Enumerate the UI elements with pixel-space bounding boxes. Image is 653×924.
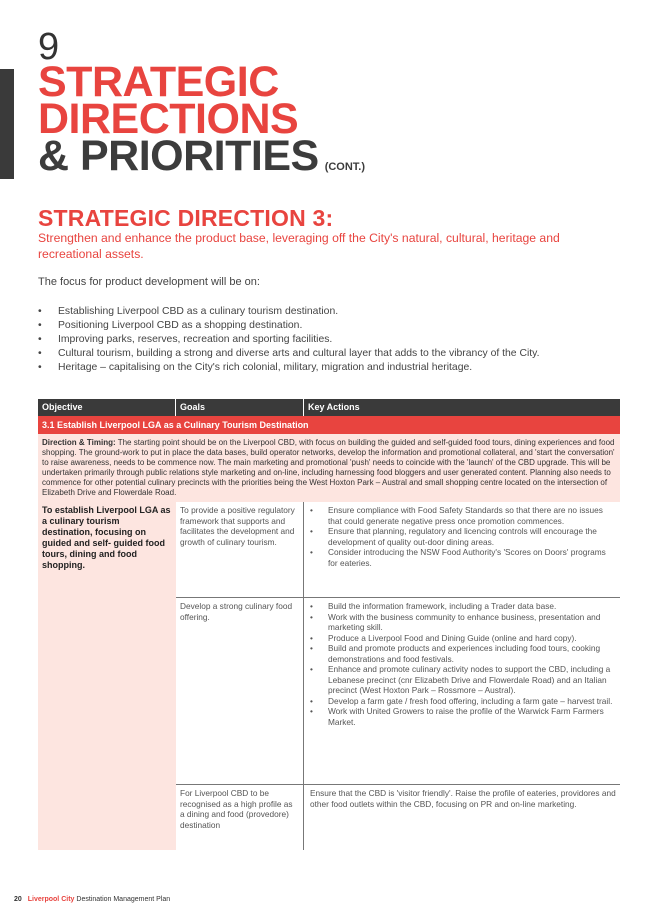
action-text: Work with United Growers to raise the profile of the Warwick Farm Farmers Market. bbox=[328, 706, 604, 727]
list-item-text: Improving parks, reserves, recreation and sporting facilities. bbox=[58, 334, 333, 345]
goals-actions bbox=[176, 502, 620, 850]
actions-cell bbox=[304, 785, 620, 850]
title-line-3: & PRIORITIES bbox=[38, 132, 319, 180]
bullet-icon: • bbox=[310, 547, 313, 557]
bullet-icon: • bbox=[310, 601, 313, 611]
bullet-icon: • bbox=[310, 664, 313, 674]
list-item-text: Cultural tourism, building a strong and diverse arts and cultural layer that adds to the vibrancy of the City. bbox=[58, 348, 540, 359]
list-item bbox=[38, 319, 618, 333]
title-cont: (CONT.) bbox=[324, 161, 366, 173]
chapter-side-bar bbox=[0, 69, 14, 179]
header-key-actions: Key Actions bbox=[308, 402, 360, 412]
action-text: Enhance and promote culinary activity nodes to support the CBD, including a Lebanese precinct (cnr Elizabeth Drive and Flowerdale Road) and an Italian precinct (West Hoxton Park – Rossmore – Austral). bbox=[328, 664, 611, 695]
chapter-number: 9 bbox=[38, 26, 60, 68]
bullet-icon: • bbox=[38, 334, 42, 345]
intro-text: The focus for product development will be on: bbox=[38, 276, 260, 288]
bullet-icon: • bbox=[310, 643, 313, 653]
list-item bbox=[38, 361, 618, 375]
bullet-icon: • bbox=[38, 320, 42, 331]
header-goals: Goals bbox=[176, 399, 304, 416]
action-item bbox=[310, 664, 616, 696]
timing-text: The starting point should be on the Liverpool CBD, with focus on building the guided and self-guided food tours, dining experiences and food shopping. The ground-work to put in place the data bases, build operator networks, develop the information and promotional collateral, and 'start the conversation' to raise awareness, needs to be commence now. The main marketing and promotional 'push' needs to coincide with the 'launch' of the CBD upgrade. This will be undertaken primarily through public relations style marketing and on-line, including harnessing food bloggers and user generated content. Planning also needs to commence for other potential culinary precincts with the priorities being the West Hoxton Park – Austral and small shopping centre located on the intersection of Elizabeth Drive and Flowerdale Road. bbox=[42, 438, 615, 497]
action-text: Develop a farm gate / fresh food offering, including a farm gate – harvest trail. bbox=[328, 695, 613, 706]
bullet-icon: • bbox=[38, 362, 42, 373]
action-item bbox=[310, 706, 616, 727]
action-text: Build the information framework, including a Trader data base. bbox=[328, 601, 557, 611]
table-row bbox=[176, 502, 620, 598]
table-row bbox=[176, 598, 620, 785]
timing-label: Direction & Timing: bbox=[42, 438, 116, 447]
action-text: Work with the business community to enhance business, presentation and marketing skill. bbox=[328, 611, 601, 632]
direction-heading: STRATEGIC DIRECTION 3: bbox=[38, 205, 334, 231]
list-item-text: Establishing Liverpool CBD as a culinary tourism destination. bbox=[58, 306, 339, 317]
footer-city-name: Liverpool City bbox=[27, 896, 75, 903]
action-text: Ensure that the CBD is 'visitor friendly'. Raise the profile of eateries, providores and other food outlets within the CBD, focusing on PR and on-line marketing. bbox=[310, 788, 616, 809]
bullet-icon: • bbox=[38, 306, 42, 317]
table-row bbox=[176, 785, 620, 850]
direction-timing bbox=[38, 434, 620, 502]
page-title bbox=[38, 58, 366, 186]
bullet-icon: • bbox=[310, 611, 313, 622]
objective-cell: To establish Liverpool LGA as a culinary tourism destination, focusing on guided and self- guided food tours, dining and food shopping. bbox=[38, 502, 176, 850]
goal-cell: For Liverpool CBD to be recognised as a high profile as a dining and food (provedore) destination bbox=[176, 785, 304, 850]
action-item bbox=[310, 547, 616, 568]
list-item-text: Heritage – capitalising on the City's rich colonial, military, migration and industrial heritage. bbox=[58, 362, 473, 373]
goal-cell: To provide a positive regulatory framework that supports and facilitates the development and growth of culinary tourism. bbox=[176, 502, 304, 597]
goal-cell: Develop a strong culinary food offering. bbox=[176, 598, 304, 784]
actions-cell bbox=[304, 502, 620, 597]
action-text: Ensure compliance with Food Safety Standards so that there are no issues that could generate negative press once promotion commences. bbox=[328, 505, 603, 526]
priorities-table bbox=[38, 399, 620, 850]
table-body bbox=[38, 502, 620, 850]
bullet-icon: • bbox=[310, 706, 313, 716]
action-item bbox=[310, 633, 616, 644]
action-item bbox=[310, 612, 616, 633]
section-row: 3.1 Establish Liverpool LGA as a Culinary Tourism Destination bbox=[38, 416, 620, 434]
bullet-icon: • bbox=[310, 695, 313, 706]
action-item bbox=[310, 601, 616, 612]
title-line-1: STRATEGIC bbox=[38, 58, 279, 106]
action-text: Produce a Liverpool Food and Dining Guide (online and hard copy). bbox=[328, 632, 577, 643]
title-line-2: DIRECTIONS bbox=[38, 95, 299, 143]
footer-doc-name: Destination Management Plan bbox=[76, 896, 171, 903]
action-item bbox=[310, 505, 616, 526]
page-footer bbox=[14, 896, 170, 903]
bullet-icon: • bbox=[310, 632, 313, 643]
table-header bbox=[38, 399, 620, 416]
action-text: Build and promote products and experiences including food tours, cooking demonstrations and food festivals. bbox=[328, 643, 601, 664]
header-objective: Objective bbox=[38, 399, 176, 416]
focus-list bbox=[38, 305, 618, 375]
list-item bbox=[38, 305, 618, 319]
action-text: Ensure that planning, regulatory and licencing controls will encourage the development of quality out-door dining areas. bbox=[328, 526, 597, 547]
list-item-text: Positioning Liverpool CBD as a shopping destination. bbox=[58, 320, 303, 331]
action-item bbox=[310, 526, 616, 547]
bullet-icon: • bbox=[310, 505, 313, 515]
action-item bbox=[310, 643, 616, 664]
actions-cell bbox=[304, 598, 620, 784]
action-item bbox=[310, 696, 616, 707]
action-text: Consider introducing the NSW Food Authority's 'Scores on Doors' programs for eateries. bbox=[328, 547, 606, 568]
bullet-icon: • bbox=[310, 526, 313, 536]
list-item bbox=[38, 347, 618, 361]
bullet-icon: • bbox=[38, 348, 42, 359]
list-item bbox=[38, 333, 618, 347]
page-number: 20 bbox=[14, 896, 22, 903]
direction-subtitle: Strengthen and enhance the product base, leveraging off the City's natural, cultural, heritage and recreational assets. bbox=[38, 231, 560, 261]
